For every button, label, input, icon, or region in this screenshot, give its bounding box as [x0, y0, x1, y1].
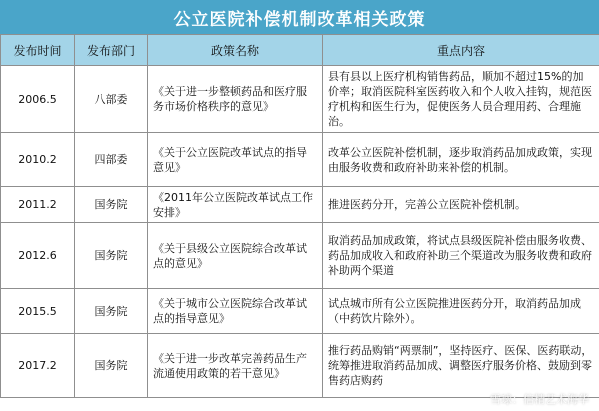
- cell-policy: 《关于城市公立医院综合改革试点的指导意见》: [148, 289, 323, 334]
- cell-date: 2015.5: [1, 289, 75, 334]
- cell-date: 2017.2: [1, 334, 75, 398]
- cell-dept: 国务院: [75, 187, 148, 223]
- watermark: 雪球：信精艺术海华: [490, 393, 589, 406]
- header-content: 重点内容: [323, 35, 599, 66]
- cell-date: 2010.2: [1, 133, 75, 187]
- cell-content: 取消药品加成政策，将试点县级医院补偿由服务收费、药品加成收入和政府补助三个渠道改为服务收费和政府补助两个渠道: [323, 223, 599, 289]
- cell-date: 2006.5: [1, 66, 75, 133]
- table-row: [1, 187, 599, 223]
- cell-content: 试点城市所有公立医院推进医药分开，取消药品加成（中药饮片除外）。: [323, 289, 599, 334]
- table-row: [1, 223, 599, 289]
- header-row: [1, 35, 599, 66]
- cell-policy: 《关于县级公立医院综合改革试点的意见》: [148, 223, 323, 289]
- cell-policy: 《关于进一步整顿药品和医疗服务市场价格秩序的意见》: [148, 66, 323, 133]
- cell-content: 改革公立医院补偿机制，逐步取消药品加成政策，实现由服务收费和政府补助来补偿的机制。: [323, 133, 599, 187]
- cell-date: 2011.2: [1, 187, 75, 223]
- cell-content: 县有县以上医疗机构销售药品，顺加不超过15%的加价率；取消医院科室医药收入和个人收入挂钩，规范医疗机构和医生行为，促使医务人员合理用药、合理施治。: [323, 66, 599, 133]
- cell-policy: 《2011年公立医院改革试点工作安排》: [148, 187, 323, 223]
- header-policy: 政策名称: [148, 35, 323, 66]
- table-row: [1, 334, 599, 398]
- cell-policy: 《关于进一步改革完善药品生产流通使用政策的若干意见》: [148, 334, 323, 398]
- table-row: [1, 289, 599, 334]
- table-title: 公立医院补偿机制改革相关政策: [0, 0, 599, 34]
- policy-table: [0, 34, 599, 398]
- cell-dept: 四部委: [75, 133, 148, 187]
- cell-content: 推进医药分开，完善公立医院补偿机制。: [323, 187, 599, 223]
- cell-content: 推行药品购销“两票制”，坚持医疗、医保、医药联动，统筹推进取消药品加成、调整医疗服务价格、鼓励到零售药店购药: [323, 334, 599, 398]
- header-date: 发布时间: [1, 35, 75, 66]
- table-row: [1, 66, 599, 133]
- cell-policy: 《关于公立医院改革试点的指导意见》: [148, 133, 323, 187]
- cell-date: 2012.6: [1, 223, 75, 289]
- cell-dept: 国务院: [75, 289, 148, 334]
- cell-dept: 国务院: [75, 223, 148, 289]
- cell-dept: 国务院: [75, 334, 148, 398]
- table-row: [1, 133, 599, 187]
- cell-dept: 八部委: [75, 66, 148, 133]
- header-dept: 发布部门: [75, 35, 148, 66]
